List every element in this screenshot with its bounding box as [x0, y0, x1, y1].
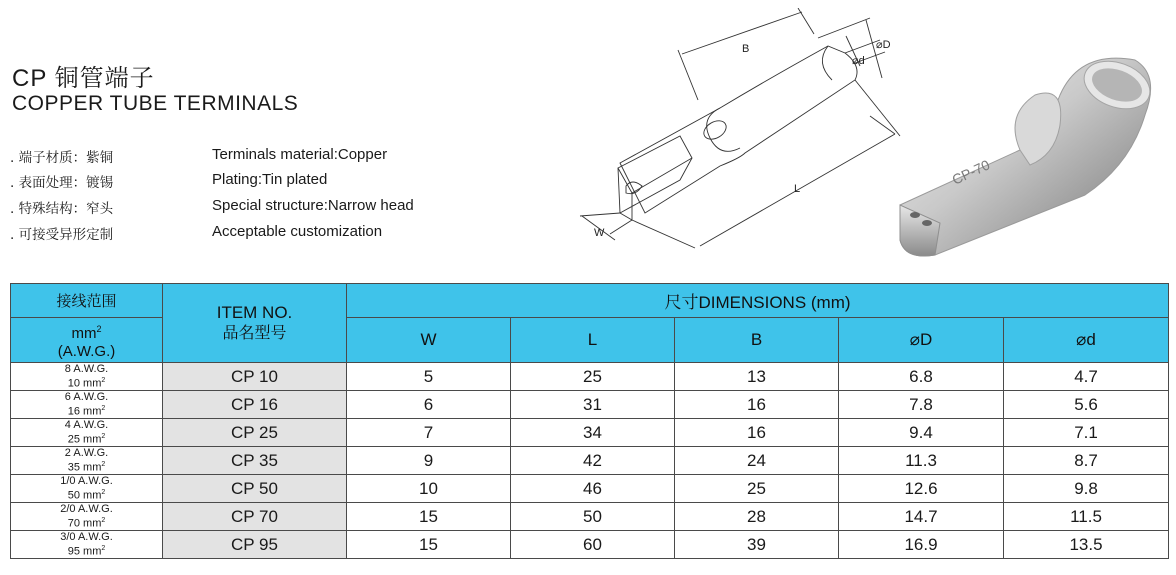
awg-value: 2 A.W.G.	[64, 446, 109, 459]
outer-diameter-cell: 9.4	[839, 419, 1004, 447]
b-cell: 24	[675, 447, 839, 475]
awg-value: 4 A.W.G.	[64, 418, 109, 431]
range-cell	[11, 503, 163, 531]
outer-diameter-cell: 6.8	[839, 363, 1004, 391]
inner-diameter-cell: 13.5	[1004, 531, 1169, 559]
photo-stamp-text: CP-70	[949, 156, 993, 188]
mm-value: 35 mm	[67, 461, 102, 474]
range-header-unit	[11, 318, 163, 363]
col-header-w: W	[347, 318, 511, 363]
item-header-en: ITEM NO.	[216, 303, 293, 322]
range-cell	[11, 363, 163, 391]
range-cell	[11, 419, 163, 447]
mm-value: 16 mm	[67, 405, 102, 418]
awg-value: 8 A.W.G.	[64, 362, 109, 375]
inner-diameter-cell: 5.6	[1004, 391, 1169, 419]
table-row	[11, 503, 1169, 531]
mm-value: 10 mm	[67, 377, 102, 390]
spec-structure	[10, 197, 460, 217]
b-cell: 28	[675, 503, 839, 531]
item-header-cn: 品名型号	[222, 323, 287, 342]
l-cell: 50	[511, 503, 675, 531]
spec-key: . 表面处理：镀锡	[10, 175, 114, 191]
table-row	[11, 475, 1169, 503]
l-cell: 31	[511, 391, 675, 419]
l-cell: 60	[511, 531, 675, 559]
b-cell: 16	[675, 391, 839, 419]
awg-value: 1/0 A.W.G.	[60, 474, 113, 487]
dim-label-b: B	[742, 43, 750, 55]
w-cell: 9	[347, 447, 511, 475]
table-row	[11, 391, 1169, 419]
l-cell: 46	[511, 475, 675, 503]
spec-key: . 端子材质：紫铜	[10, 150, 114, 166]
w-cell: 5	[347, 363, 511, 391]
dim-label-outer-diameter: ⌀D	[876, 39, 891, 51]
spec-value: Terminals material:Copper	[212, 146, 388, 163]
l-cell: 34	[511, 419, 675, 447]
dim-label-w: W	[594, 227, 605, 239]
awg-value: 6 A.W.G.	[64, 390, 109, 403]
item-cell: CP 95	[163, 531, 347, 559]
dim-label-l: L	[794, 183, 801, 195]
inner-diameter-cell: 8.7	[1004, 447, 1169, 475]
outer-diameter-cell: 14.7	[839, 503, 1004, 531]
unit-awg: (A.W.G.)	[57, 342, 116, 360]
dimensions-table	[10, 283, 1169, 559]
spec-value: Plating:Tin plated	[212, 171, 328, 188]
dim-label-inner-diameter: ⌀d	[852, 55, 865, 67]
awg-value: 2/0 A.W.G.	[60, 502, 113, 515]
l-cell: 42	[511, 447, 675, 475]
col-header-outer-diameter: ⌀D	[839, 318, 1004, 363]
col-header-l: L	[511, 318, 675, 363]
range-header-cn: 接线范围	[11, 284, 163, 318]
terminal-product-photo	[895, 55, 1160, 260]
inner-diameter-cell: 9.8	[1004, 475, 1169, 503]
dimensions-header: 尺寸DIMENSIONS (mm)	[347, 284, 1169, 318]
b-cell: 16	[675, 419, 839, 447]
item-cell: CP 25	[163, 419, 347, 447]
table-row	[11, 363, 1169, 391]
col-header-inner-diameter: ⌀d	[1004, 318, 1169, 363]
item-cell: CP 16	[163, 391, 347, 419]
b-cell: 39	[675, 531, 839, 559]
col-header-b: B	[675, 318, 839, 363]
mm-value: 25 mm	[67, 433, 102, 446]
spec-key: . 特殊结构：窄头	[10, 201, 114, 217]
item-cell: CP 50	[163, 475, 347, 503]
unit-sup: 2	[101, 544, 106, 552]
mm-value: 50 mm	[67, 489, 102, 502]
unit-mm: mm	[71, 324, 97, 342]
spec-value: Acceptable customization	[212, 223, 383, 240]
item-cell: CP 70	[163, 503, 347, 531]
unit-sup: 2	[101, 432, 106, 440]
mm-value: 70 mm	[67, 517, 102, 530]
item-cell: CP 10	[163, 363, 347, 391]
spec-value: Special structure:Narrow head	[212, 197, 414, 214]
unit-sup: 2	[101, 516, 106, 524]
w-cell: 7	[347, 419, 511, 447]
inner-diameter-cell: 4.7	[1004, 363, 1169, 391]
outer-diameter-cell: 12.6	[839, 475, 1004, 503]
outer-diameter-cell: 11.3	[839, 447, 1004, 475]
l-cell: 25	[511, 363, 675, 391]
outer-diameter-cell: 7.8	[839, 391, 1004, 419]
item-header	[163, 284, 347, 363]
b-cell: 13	[675, 363, 839, 391]
range-cell	[11, 391, 163, 419]
item-cell: CP 35	[163, 447, 347, 475]
w-cell: 15	[347, 531, 511, 559]
page-title-cn: CP 铜管端子	[12, 65, 155, 92]
table-row	[11, 419, 1169, 447]
inner-diameter-cell: 11.5	[1004, 503, 1169, 531]
w-cell: 15	[347, 503, 511, 531]
outer-diameter-cell: 16.9	[839, 531, 1004, 559]
range-cell	[11, 531, 163, 559]
mm-value: 95 mm	[67, 545, 102, 558]
unit-sup: 2	[101, 460, 106, 468]
range-cell	[11, 447, 163, 475]
range-cell	[11, 475, 163, 503]
spec-plating	[10, 171, 460, 191]
terminal-dimension-diagram	[570, 8, 910, 258]
page-title-en: COPPER TUBE TERMINALS	[12, 92, 299, 115]
spec-customization	[10, 223, 460, 243]
spec-key: . 可接受异形定制	[10, 227, 114, 243]
b-cell: 25	[675, 475, 839, 503]
spec-material	[10, 146, 460, 166]
unit-sup: 2	[96, 323, 102, 334]
inner-diameter-cell: 7.1	[1004, 419, 1169, 447]
awg-value: 3/0 A.W.G.	[60, 530, 113, 543]
unit-sup: 2	[101, 376, 106, 384]
w-cell: 10	[347, 475, 511, 503]
table-row	[11, 531, 1169, 559]
table-row	[11, 447, 1169, 475]
unit-sup: 2	[101, 488, 106, 496]
w-cell: 6	[347, 391, 511, 419]
unit-sup: 2	[101, 404, 106, 412]
